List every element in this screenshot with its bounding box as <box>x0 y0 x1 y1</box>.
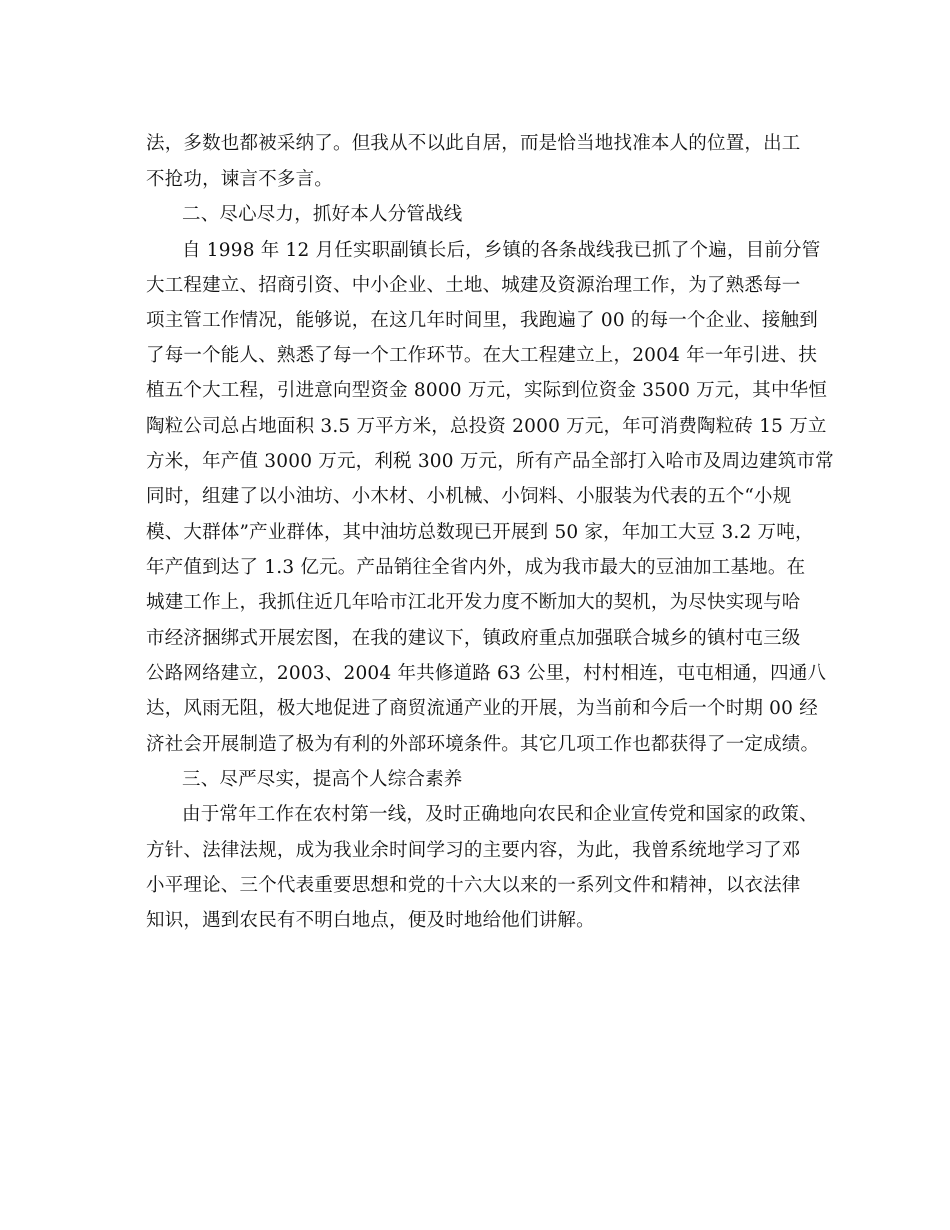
text-line: 方米，年产值 3000 万元，利税 300 万元，所有产品全部打入哈市及周边建筑市常 <box>146 451 834 472</box>
section-heading: 二、尽心尽力，抓好本人分管战线 <box>182 204 463 225</box>
text-line: 市经济捆绑式开展宏图，在我的建议下，镇政府重点加强联合城乡的镇村屯三级 <box>146 628 801 649</box>
text-line: 方针、法律法规，成为我业余时间学习的主要内容，为此，我曾系统地学习了邓 <box>146 840 801 861</box>
text-line: 不抢功，谏言不多言。 <box>146 169 334 190</box>
text-line: 同时，组建了以小油坊、小木材、小机械、小饲料、小服装为代表的五个“小规 <box>146 486 792 507</box>
text-line: 植五个大工程，引进意向型资金 8000 万元，实际到位资金 3500 万元，其中华恒 <box>146 380 828 401</box>
text-line: 陶粒公司总占地面积 3.5 万平方米，总投资 2000 万元，年可消费陶粒砖 15 万立 <box>146 416 827 437</box>
text-line: 法，多数也都被采纳了。但我从不以此自居，而是恰当地找准本人的位置，出工 <box>146 133 801 154</box>
text-line: 小平理论、三个代表重要思想和党的十六大以来的一系列文件和精神，以衣法律 <box>146 875 801 896</box>
text-line: 项主管工作情况，能够说，在这几年时间里，我跑遍了 00 的每一个企业、接触到 <box>146 310 818 331</box>
text-line: 了每一个能人、熟悉了每一个工作环节。在大工程建立上，2004 年一年引进、扶 <box>146 345 818 366</box>
text-line: 知识，遇到农民有不明白地点，便及时地给他们讲解。 <box>146 910 595 931</box>
text-line: 模、大群体”产业群体，其中油坊总数现已开展到 50 家，年加工大豆 3.2 万吨， <box>146 522 814 543</box>
text-line: 大工程建立、招商引资、中小企业、土地、城建及资源治理工作，为了熟悉每一 <box>146 275 801 296</box>
section-heading: 三、尽严尽实，提高个人综合素养 <box>182 769 463 790</box>
text-line: 由于常年工作在农村第一线，及时正确地向农民和企业宣传党和国家的政策、 <box>182 804 818 825</box>
text-line: 济社会开展制造了极为有利的外部环境条件。其它几项工作也都获得了一定成绩。 <box>146 734 820 755</box>
text-line: 达，风雨无阻，极大地促进了商贸流通产业的开展，为当前和今后一个时期 00 经 <box>146 698 818 719</box>
text-line: 公路网络建立，2003、2004 年共修道路 63 公里，村村相连，屯屯相通，四通八 <box>146 663 827 684</box>
text-line: 自 1998 年 12 月任实职副镇长后，乡镇的各条战线我已抓了个遍，目前分管 <box>182 240 821 261</box>
text-line: 年产值到达了 1.3 亿元。产品销往全省内外，成为我市最大的豆油加工基地。在 <box>146 557 806 578</box>
text-line: 城建工作上，我抓住近几年哈市江北开发力度不断加大的契机，为尽快实现与哈 <box>146 592 801 613</box>
